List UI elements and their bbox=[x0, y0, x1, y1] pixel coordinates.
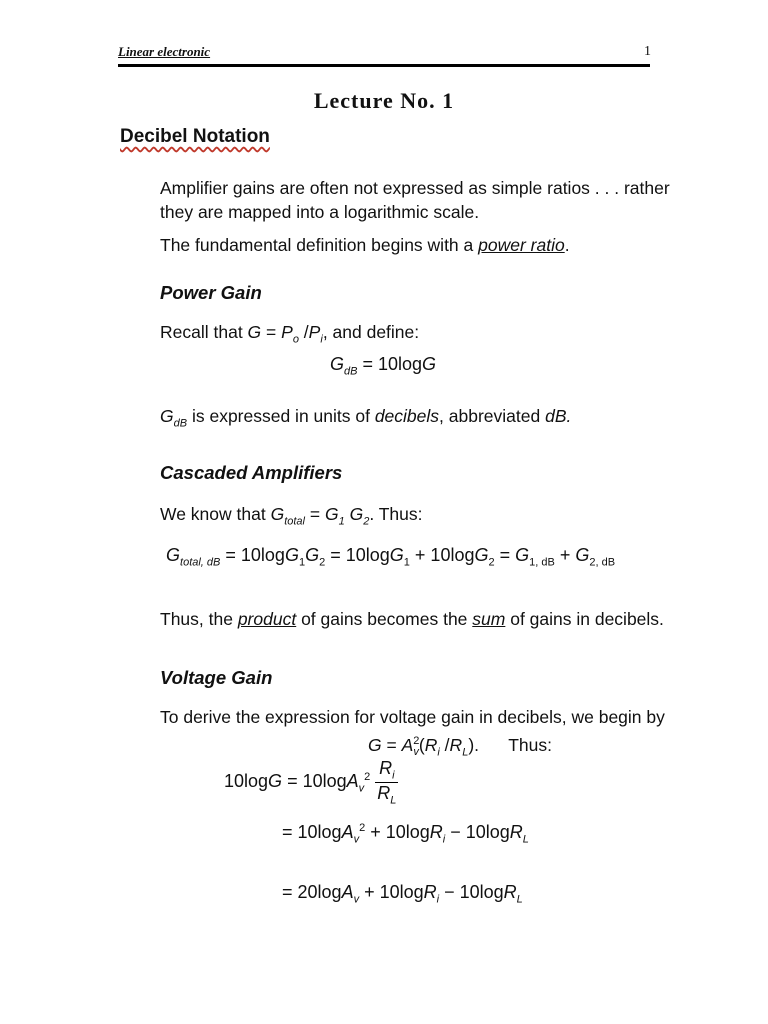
power-gain-units: $G_{dB}$ is expressed in units of decibels, abbreviated dB. bbox=[160, 406, 572, 430]
power-gain-equation: $G_{dB} = 10\log G$ bbox=[330, 354, 437, 378]
product-term: product bbox=[237, 609, 297, 629]
header-divider bbox=[118, 64, 650, 67]
lecture-title: Lecture No. 1 bbox=[313, 88, 455, 113]
voltage-gain-derive: To derive the expression for voltage gain in decibels, we begin by bbox=[160, 707, 665, 727]
intro-line-2: they are mapped into a logarithmic scale. bbox=[160, 202, 480, 222]
cascaded-know: We know that $G_{total} = G_1$ $G_2$. Thus: bbox=[160, 504, 423, 528]
intro-line-1: Amplifier gains are often not expressed as simple ratios . . . rather bbox=[160, 178, 670, 198]
voltage-gain-relation: $G = A^2_v(R_i$ $/R_L$). Thus: bbox=[368, 734, 552, 759]
sum-term: sum bbox=[472, 609, 506, 629]
voltage-eq-line-2: = 10logA$_v^2$ + 10logR$_i$ − 10logR$_L$ bbox=[282, 822, 529, 846]
intro-line-3: The fundamental definition begins with a power ratio. bbox=[160, 235, 570, 255]
header-title: Linear electronic bbox=[118, 44, 211, 59]
cascaded-summary: Thus, the product of gains becomes the sum of gains in decibels. bbox=[160, 609, 664, 629]
cascaded-heading: Cascaded Amplifiers bbox=[160, 462, 343, 483]
voltage-gain-heading: Voltage Gain bbox=[160, 667, 273, 688]
power-gain-recall: Recall that $G = P_o$ $/P_i$, and define: bbox=[160, 322, 420, 346]
page-number: 1 bbox=[644, 44, 651, 59]
cascaded-equation: $G_{total, dB} = 10\log G_1G_2 = 10\log G_1 + 10\log G_2 = G_{1, dB} + G_{2, dB}$ bbox=[166, 545, 616, 569]
section-title: Decibel Notation bbox=[120, 126, 270, 147]
power-gain-heading: Power Gain bbox=[160, 282, 262, 303]
power-ratio-term: power ratio bbox=[478, 235, 565, 255]
voltage-eq-line-1: 10logG = 10logA$_v^2$ $\frac{R_i}{R_L}$ bbox=[224, 758, 397, 807]
voltage-eq-line-3: = 20logA$_v$ + 10logR$_i$ − 10logR$_L$ bbox=[282, 882, 523, 906]
